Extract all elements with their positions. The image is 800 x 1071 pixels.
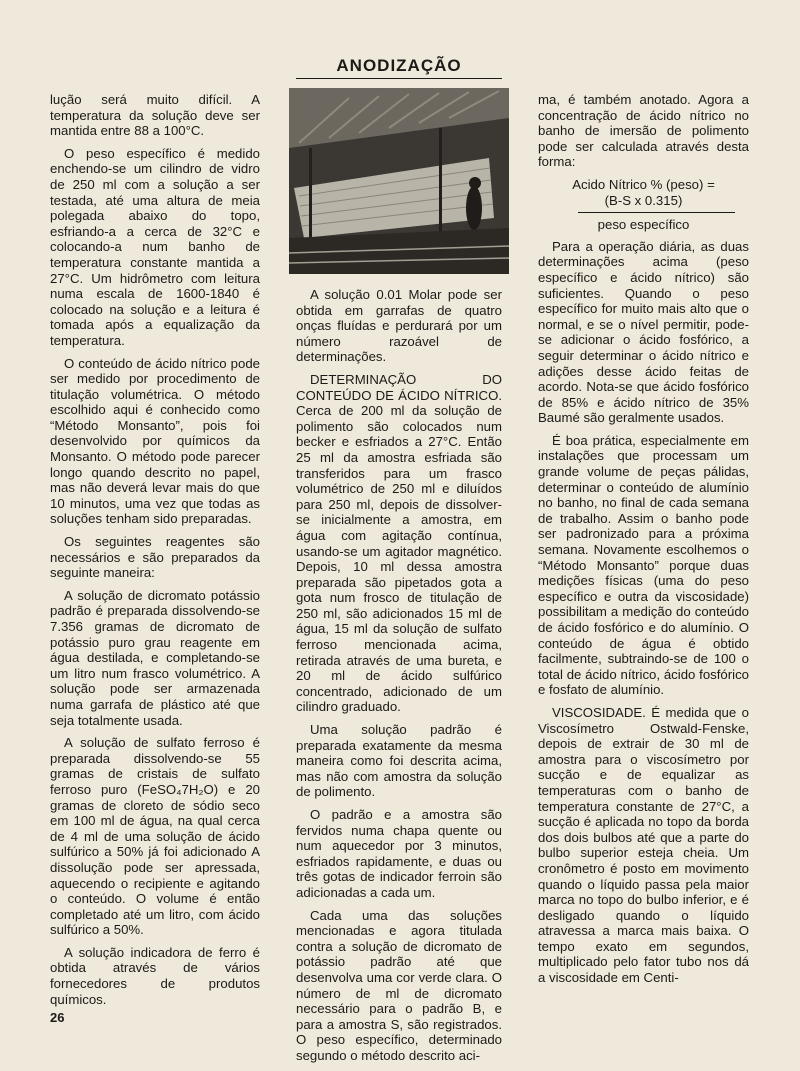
paragraph: Os seguintes reagentes são necessários e são preparados da seguinte maneira: xyxy=(50,534,260,581)
paragraph: A solução indicadora de ferro é obtida através de vários fornecedores de produtos químicos. xyxy=(50,944,260,1007)
paragraph: O peso específico é medido enchendo-se um cilindro de vidro de 250 ml com a solução a ser testada, até uma altura de meia polegada abaixo do topo, esfriando-a a cerca de 32°C e colocando-a num banho de temperatura constante mantida a 27°C. Um hidrômetro com leitura numa escala de 1600-1840 é colocado na solução e a leitura é tomada após a equalização da temperatura. xyxy=(50,145,260,348)
paragraph: VISCOSIDADE. É medida que o Viscosímetro Ostwald-Fenske, depois de extrair de 30 ml de amostra para o viscosímetro por sucção e de equalizar as temperaturas com o banho de temperatura constante de 27°C, a sucção é aplicada no topo da borda dos dois bulbos até que a parte do bulbo superior esteja cheia. Um cronômetro é posto em movimento quando o líquido passa pela maior marca no topo do bulbo inferior, e é desligado quando o líquido atravessa a marca mais baixa. O tempo exato em segundos, multiplicado pelo fator tubo nos dá a viscosidade em Centi- xyxy=(538,704,749,986)
paragraph: lução será muito difícil. A temperatura da solução deve ser mantida entre 88 a 100°C. xyxy=(50,92,260,139)
title-rule xyxy=(296,78,502,79)
formula-denominator: peso específico xyxy=(597,217,690,233)
paragraph: O conteúdo de ácido nítrico pode ser medido por procedimento de titulação volumétrica. O método escolhido aqui é conhecido como “Método Monsanto”, pois foi desenvolvido por químicos da Monsanto. O método pode parecer longo quando descrito no papel, mas não deverá levar mais do que 10 minutos, uma vez que todas as soluções tenham sido preparadas. xyxy=(50,355,260,527)
column-middle xyxy=(296,287,502,1071)
paragraph: Uma solução padrão é preparada exatamente da mesma maneira como foi descrita acima, mas não com amostra da solução de polimento. xyxy=(296,722,502,800)
paragraph: É boa prática, especialmente em instalações que processam um grande volume de peças pálidas, determinar o conteúdo de alumínio no banho, no final de cada semana de trabalho. Assim o banho pode ser padronizado para a próxima semana. Novamente escolhemos o “Método Monsanto” porque duas medições físicas (uma do peso específico e outra da viscosidade) possibilitam a medição do conteúdo de ácido fosfórico e do alumínio. O conteúdo de água é obtido facilmente, subtraindo-se de 100 o total de ácido nítrico, ácido fosfórico e fosfato de alumínio. xyxy=(538,432,749,698)
fraction-bar xyxy=(578,212,735,213)
factory-photo-image xyxy=(289,88,509,274)
formula-line-1: Acido Nítrico % (peso) = xyxy=(572,176,715,192)
page-number: 26 xyxy=(50,1010,65,1025)
column-right xyxy=(538,92,749,993)
paragraph: DETERMINAÇÃO DO CONTEÚDO DE ÁCIDO NÍTRICO. Cerca de 200 ml da solução de polimento são colocados num becker e esfriados a 27°C. Então 25 ml da amostra esfriada são transferidos para um frasco volumétrico de 250 ml e diluídos para 250 ml, depois de dissolver-se inicialmente a amostra, em água com agitação contínua, usando-se um agitador magnético. Depois, 10 ml dessa amostra preparada são pipetados gota a gota num frosco de titulação de 250 ml, são adicionados 15 ml de água, 15 ml da solução de sulfato ferroso mencionada acima, retirada através de uma bureta, e 20 ml de ácido sulfúrico concentrado, adicionado de um cilindro graduado. xyxy=(296,371,502,715)
paragraph: A solução de sulfato ferroso é preparada dissolvendo-se 55 gramas de cristais de sulfato ferroso puro (FeSO₄7H₂O) e 20 gramas de cloreto de sódio seco em 100 ml de água, na qual cerca de 4 ml de uma solução de ácido sulfúrico a 50% já foi adicionado A dissolução pode ser apressada, aquecendo o recipiente e agitando o conteúdo. O volume é então completado até um litro, com ácido sulfúrico a 50%. xyxy=(50,735,260,938)
paragraph: ma, é também anotado. Agora a concentração de ácido nítrico no banho de imersão de polimento pode ser calculada através desta forma: xyxy=(538,92,749,170)
paragraph: A solução 0.01 Molar pode ser obtida em garrafas de quatro onças fluídas e perdurará por um número razoável de determinações. xyxy=(296,287,502,365)
paragraph: O padrão e a amostra são fervidos numa chapa quente ou num aquecedor por 3 minutos, esfriados rapidamente, e duas ou três gotas de indicador ferroin são adicionadas a cada um. xyxy=(296,807,502,900)
paragraph: Para a operação diária, as duas determinações acima (peso específico e ácido nítrico) são suficientes. Quando o peso específico for muito mais alto que o normal, e se o nível permitir, pode-se adicionar o ácido fosfórico, a seguir determinar o ácido nítrico e adições desse ácido feitas de acordo. Nota-se que ácido fosfórico de 85% e ácido nítrico de 35% Baumé são geralmente usados. xyxy=(538,238,749,426)
formula-line-2: (B-S x 0.315) xyxy=(604,192,683,208)
factory-photo xyxy=(289,88,509,274)
section-title: ANODIZAÇÃO xyxy=(336,56,462,75)
paragraph: Cada uma das soluções mencionadas e agora titulada contra a solução de dicromato de potássio padrão até que desenvolva uma cor verde clara. O número de ml de dicromato necessário para o padrão B, e para a amostra S, são registrados. O peso específico, determinado segundo o método descrito aci- xyxy=(296,907,502,1063)
nitric-acid-formula xyxy=(538,177,749,233)
paragraph: A solução de dicromato potássio padrão é preparada dissolvendo-se 7.356 gramas de dicromato de potássio puro grau reagente em água destilada, e completando-se um litro num frasco volumétrico. A solução pode ser armazenada numa garrafa de plástico até que seja totalmente usada. xyxy=(50,587,260,728)
column-left xyxy=(50,92,260,1014)
